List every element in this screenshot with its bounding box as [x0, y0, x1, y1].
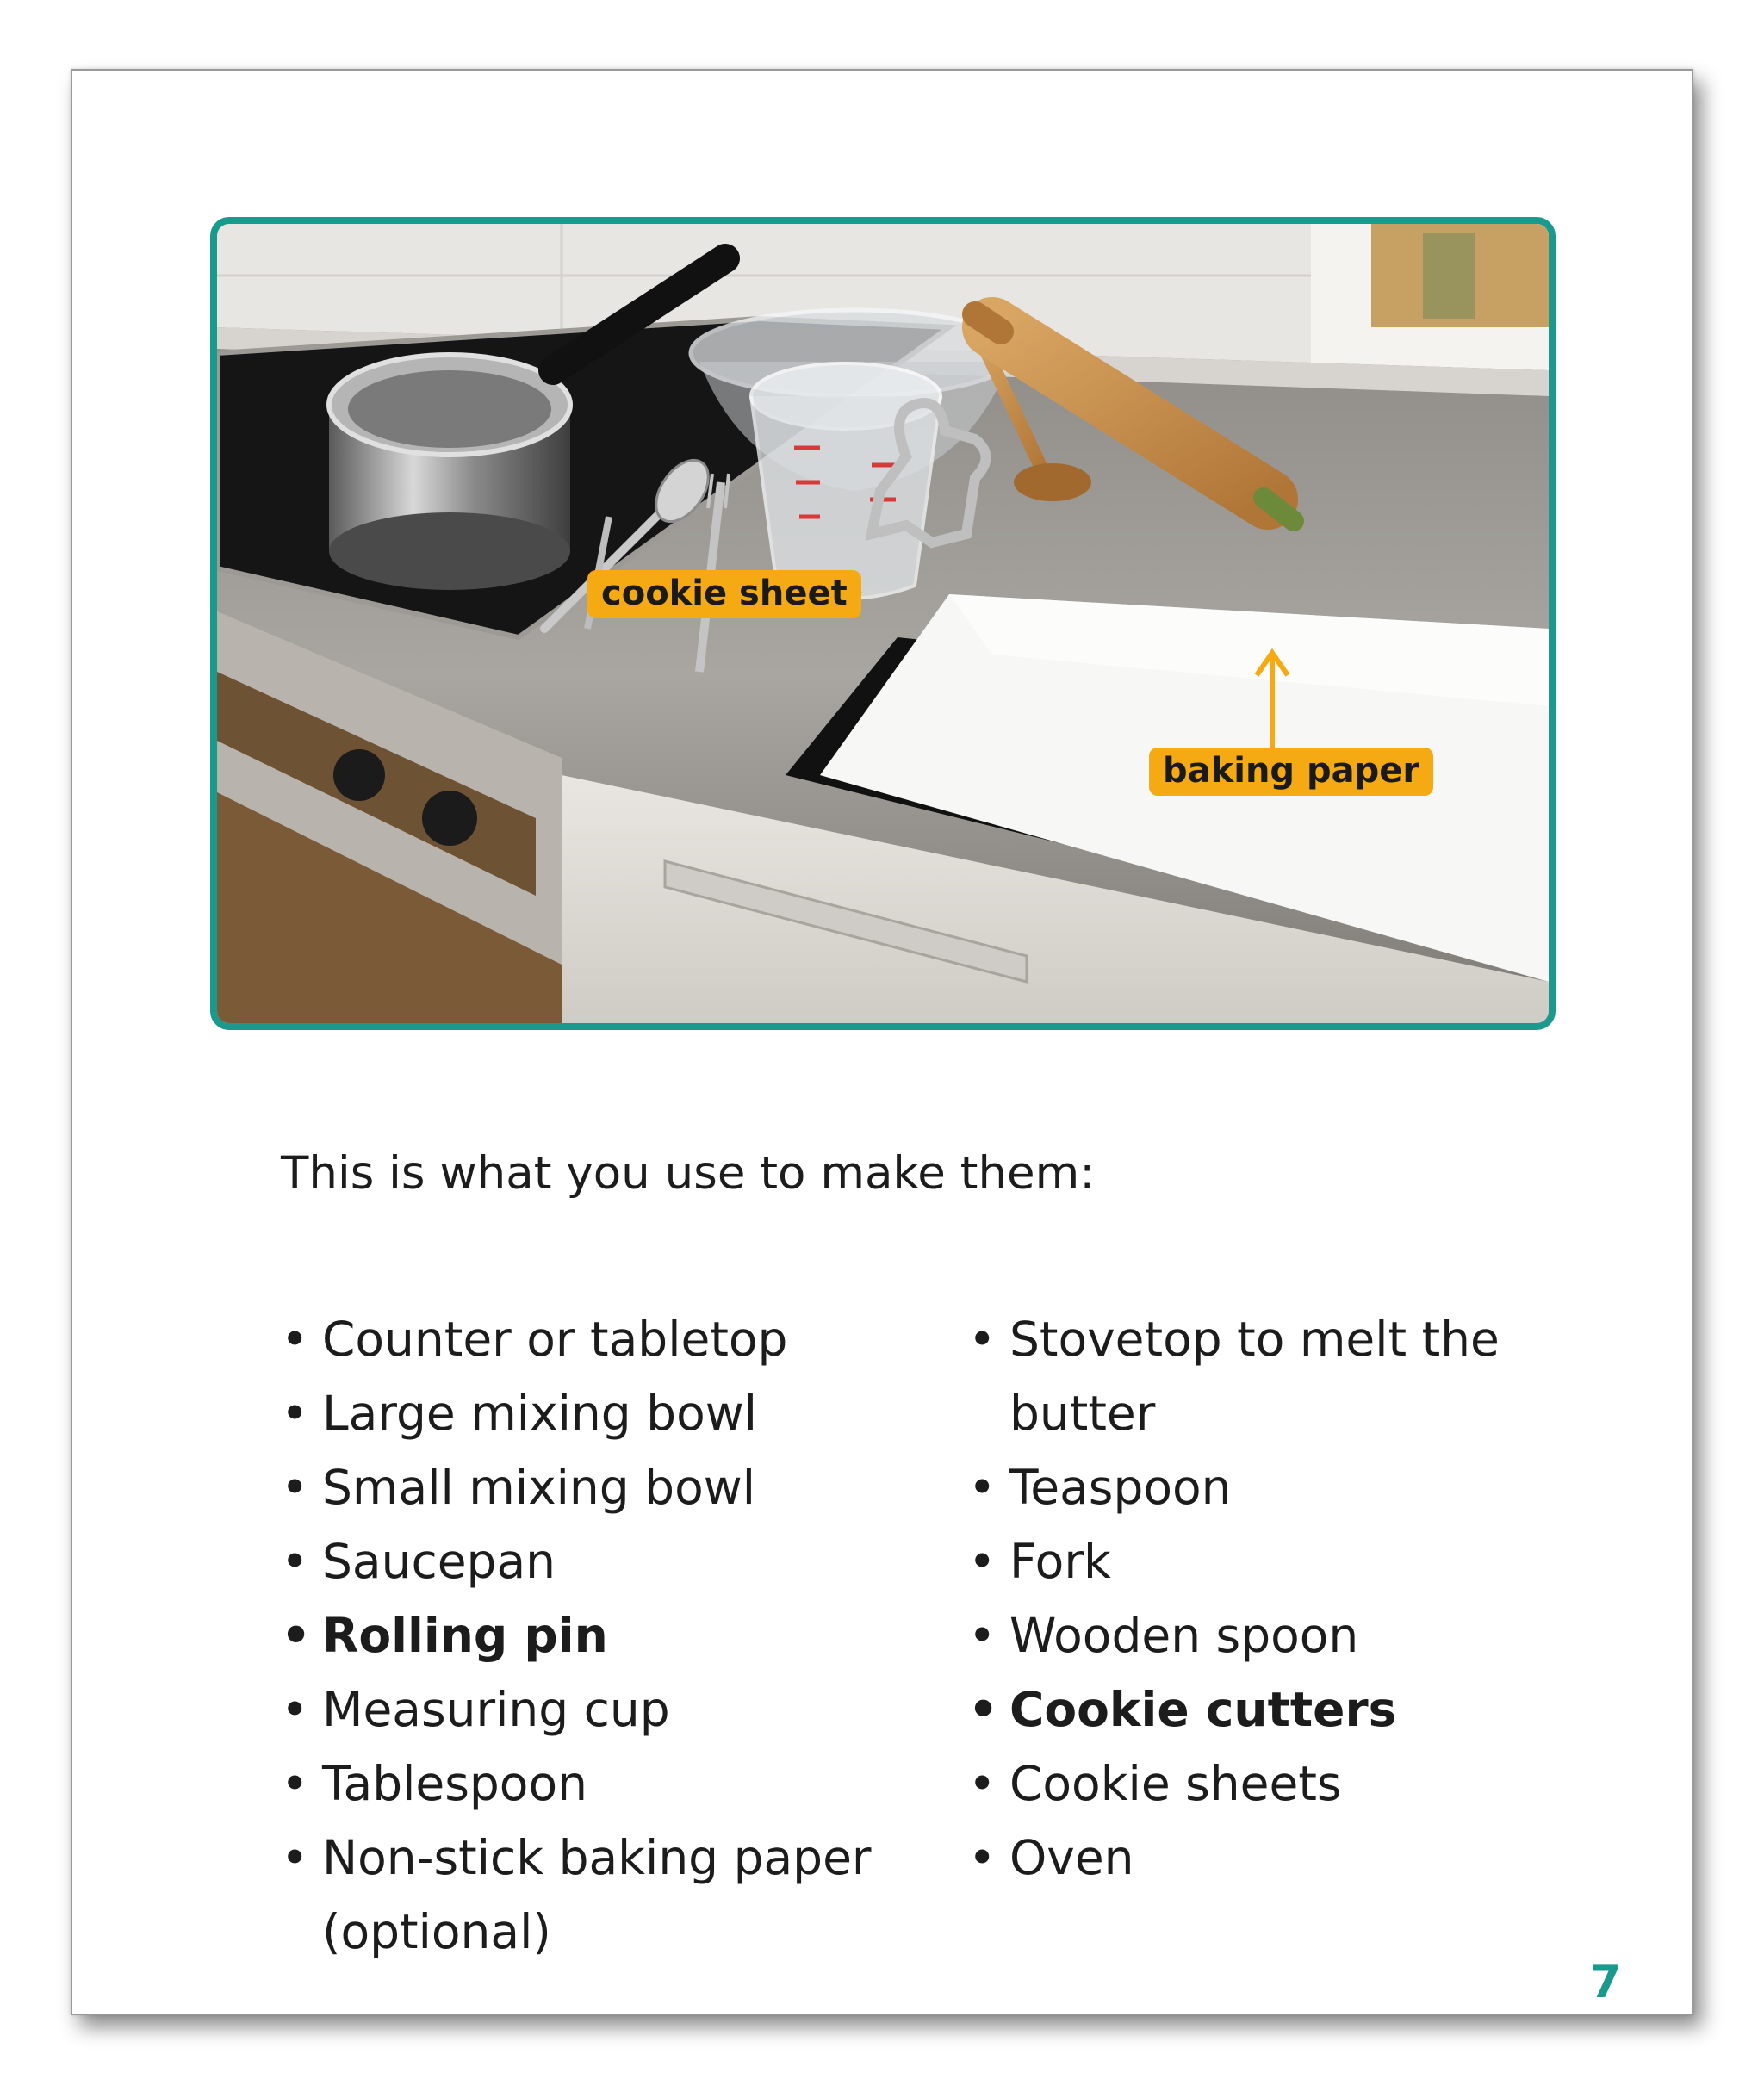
list-item: • Non-stick baking paper (optional) — [281, 1821, 935, 1969]
list-item: • Stovetop to melt the butter — [968, 1302, 1571, 1450]
list-item-bold: • Cookie cutters — [968, 1672, 1571, 1747]
list-item: • Teaspoon — [968, 1450, 1571, 1524]
list-item: • Cookie sheets — [968, 1747, 1571, 1821]
list-item: • Measuring cup — [281, 1672, 935, 1747]
kitchen-illustration — [217, 224, 1549, 1023]
list-item: • Small mixing bowl — [281, 1450, 935, 1524]
cookie-sheet-callout: cookie sheet — [587, 570, 861, 618]
list-item: • Tablespoon — [281, 1747, 935, 1821]
list-item: • Saucepan — [281, 1524, 935, 1598]
list-item: • Wooden spoon — [968, 1598, 1571, 1672]
intro-sentence: This is what you use to make them: — [281, 1147, 1096, 1200]
supplies-list-left — [281, 1302, 935, 1969]
book-page — [71, 69, 1693, 2015]
list-item: • Fork — [968, 1524, 1571, 1598]
list-item: • Large mixing bowl — [281, 1376, 935, 1450]
list-item: • Counter or tabletop — [281, 1302, 935, 1376]
baking-paper-callout: baking paper — [1149, 748, 1433, 796]
page-number: 7 — [1589, 1957, 1621, 2008]
supplies-list-right — [968, 1302, 1571, 1895]
list-item: • Oven — [968, 1821, 1571, 1895]
kitchen-photo — [210, 217, 1556, 1030]
list-item-bold: • Rolling pin — [281, 1598, 935, 1672]
